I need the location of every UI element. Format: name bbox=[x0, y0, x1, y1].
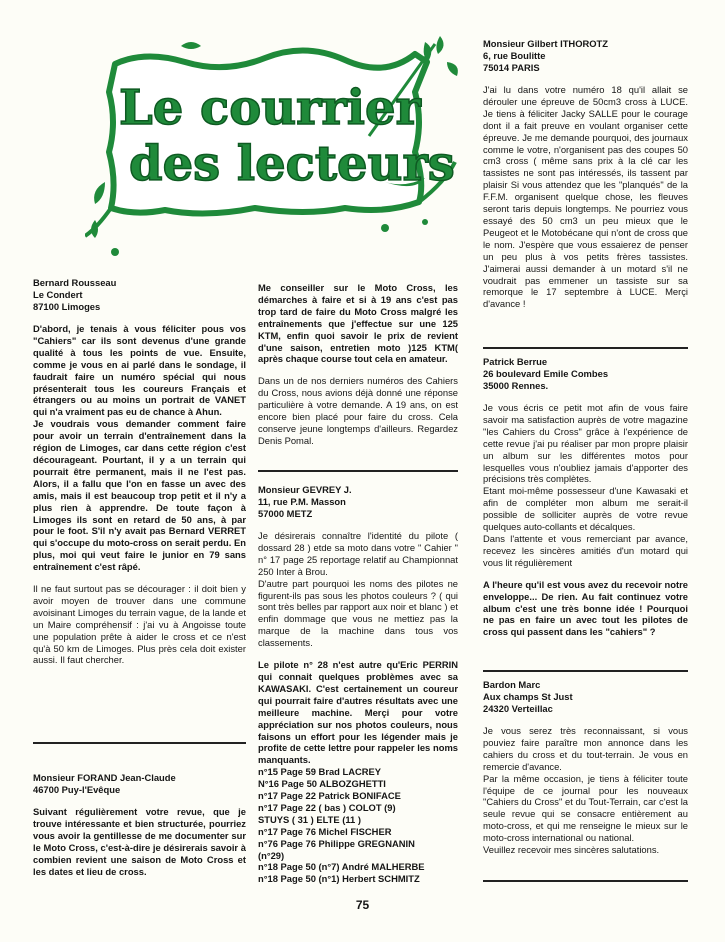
column-1-lower bbox=[33, 772, 246, 887]
list-item: n°18 Page 50 (n°1) Herbert SCHMITZ bbox=[258, 873, 420, 885]
letter-address-gevrey bbox=[258, 484, 458, 520]
list-item: n°17 Page 22 ( bas ) COLOT (9) bbox=[258, 801, 396, 813]
letter-body: Je voudrais vous demander comment faire pour avoir un terrain d'entraînement dans la région de Limoges, car dans cette région c'est décourageant. Pourtant, il y a un terrain qui pourrait être permanent, mais il ne l'est pas. Alors, il a fallu que l'on en fasse un avec des amis, mais il est beaucoup trop petit et il n'y a plus rien à apprendre. De toute façon à Limoges ils sont en retard de 50 ans, à par pour le foot. S'il n'y avait pas Bernard VERRET qui s'occupe du moto-cross on serait perdu. En plus, moi qui veut faire le junior en 79 sans entraînement c'est râpé. bbox=[33, 418, 246, 573]
divider bbox=[33, 742, 246, 744]
page-number: 75 bbox=[355, 898, 370, 912]
list-item: N°16 Page 50 ALBOZGHETTI bbox=[258, 778, 386, 790]
divider bbox=[258, 470, 458, 472]
letter-body: Je désirerais connaître l'identité du pilote ( dossard 28 ) etde sa moto dans votre " Cahier " n° 17 page 25 reportage relatif au Championnat 250 Inter à Brou. bbox=[258, 530, 458, 577]
list-item: n°76 Page 76 Philippe GREGNANIN bbox=[258, 837, 415, 849]
letter-address-ithorotz bbox=[483, 38, 688, 74]
address-line: 35000 Rennes. bbox=[483, 380, 549, 391]
address-line: 87100 Limoges bbox=[33, 301, 101, 312]
column-1 bbox=[33, 277, 246, 676]
letter-body: Je vous serez très reconnaissant, si vous pouviez faire paraître mon annonce dans les cahiers du cross et du tout-terrain. Je vous en remercie d'avance. bbox=[483, 725, 688, 772]
letter-address-berrue bbox=[483, 356, 688, 392]
divider bbox=[483, 670, 688, 672]
letter-body: Dans l'attente et vous remerciant par avance, recevez les sincères amitiés d'un motard qui vous lit régulièrement bbox=[483, 532, 688, 568]
address-line: 57000 METZ bbox=[258, 508, 313, 519]
list-item: n°17 Page 76 Michel FISCHER bbox=[258, 825, 392, 837]
column-3-lower bbox=[483, 679, 688, 866]
letter-address-bardon bbox=[483, 679, 688, 715]
letter-body: Me conseiller sur le Moto Cross, les démarches à faire et si à 19 ans c'est pas trop tard de faire du Moto Cross malgré les entraînements que j'effectue sur une 125 KTM, enfin quoi savoir le prix de revient d'une saison, entretien moto )125 KTM( après chaque course tout cela en amateur. bbox=[258, 282, 458, 365]
letter-body: Je vous écris ce petit mot afin de vous faire savoir ma satisfaction auprès de votre magazine "les Cahiers du Cross" grâce à l'expérience de cette revue j'ai pu réaliser par mon propre plaisir un album sur les différentes motos pour lesquelles vous n'oubliez jamais d'apporter des précisions très complètes. bbox=[483, 402, 688, 485]
header-title-line1: Le courrier bbox=[119, 80, 421, 136]
letter-address-forand bbox=[33, 772, 246, 796]
address-line: Patrick Berrue bbox=[483, 356, 548, 367]
address-line: Monsieur FORAND Jean-Claude bbox=[33, 772, 176, 783]
editor-reply: Dans un de nos derniers numéros des Cahiers du Cross, nous avions déjà donné une réponse particulière à votre demande. A 19 ans, on est encore bien placé pour faire du cross. Cela conserve jeune longtemps d'ailleurs. Regardez Denis Pomal. bbox=[258, 375, 458, 446]
address-line: Monsieur GEVREY J. bbox=[258, 484, 352, 495]
list-item: n°18 Page 50 (n°7) André MALHERBE bbox=[258, 861, 425, 873]
address-line: 26 boulevard Emile Combes bbox=[483, 368, 609, 379]
letter-body: D'autre part pourquoi les noms des pilotes ne figurent-ils pas sous les photos couleurs ? ( qui sont très belles par rapport aux noir et blanc ) et enfin dommage que vous ne mettiez pas la marque de la machine dans tous vos classements. bbox=[258, 577, 458, 649]
address-line: 75014 PARIS bbox=[483, 62, 540, 73]
address-line: Bardon Marc bbox=[483, 679, 541, 690]
editor-reply: Il ne faut surtout pas se décourager : il doit bien y avoir moyen de trouver dans une commune avoisinant Limoges du terrain vague, de la lande et un Maire compréhensif : j'ai vu à Angoisse toute une population prête à aider le cross et ce n'est qu'à 50 km de Limoges. Plus près cela doit exister aussi. Il faut chercher. bbox=[33, 583, 246, 666]
letter-body: Suivant régulièrement votre revue, que je trouve intéressante et bien structurée, pourriez vous avoir la gentillesse de me documenter sur le Moto Cross, c'est-à-dire je désirerais savoir à combien revient une saison de Moto Cross et les dates et lieu de cross. bbox=[33, 806, 246, 877]
letter-body: Veuillez recevoir mes sincères salutations. bbox=[483, 844, 660, 856]
list-item: n°15 Page 59 Brad LACREY bbox=[258, 766, 382, 778]
divider bbox=[483, 347, 688, 349]
list-item: (n°29) bbox=[258, 849, 285, 861]
editor-reply: A l'heure qu'il est vous avez du recevoir notre enveloppe... De rien. Au fait continuez votre album c'est une très bonne idée ! Pourquoi ne pas en faire un avec tout les pilotes de cross qui passent dans les "cahiers" ? bbox=[483, 578, 688, 638]
address-line: Le Condert bbox=[33, 289, 83, 300]
letter-body: J'ai lu dans votre numéro 18 qu'il allait se dérouler une épreuve de 50cm3 cross à LUCE. Je tiens à féliciter Jacky SALLE pour le courage dont il a fait preuve en voulant organiser cette épreuve. Je me demande pourquoi, des journaux comme le votre, n'organisent pas des coupes 50 cm3 cross ( même sans prix à la clé car les tassistes ne sont pas intéressés, ils tassent par plaisir Si vous attendez que les "planqués" de la F.F.M. organisent quelque chose, les fleuves seront taris depuis longtemps. Ne pourriez vous essayé des 50 cm3 un peu mieux que le Peugeot et le Motobécane qui n'ont de cross que le nom. J'espère que vous essaierez de penser un peu plus à vos petits frères tassistes. J'aimerai aussi demander à un motard s'il ne voudrait pas emmener un tassiste sur sa remorque le 17 septembre à LUCE. Merçi d'avance ! bbox=[483, 84, 688, 310]
list-item: n°17 Page 22 Patrick BONIFACE bbox=[258, 790, 401, 802]
letter-body: D'abord, je tenais à vous féliciter pous vos "Cahiers" car ils sont devenus d'une grande qualité à tous les points de vue. Ensuite, comme je vous en ai parlé dans le sondage, il faudrait faire un numéro spécial qui nous présenterait tous les coureurs Français et étrangers ou au moins un portrait de VANET qui n'a vraiment pas eu de chance à Ahun. bbox=[33, 323, 246, 418]
column-3 bbox=[483, 38, 688, 320]
address-line: Bernard Rousseau bbox=[33, 277, 117, 288]
editor-reply: Le pilote n° 28 n'est autre qu'Eric PERRIN qui connait quelques problèmes avec sa KAWASAKI. C'est certainement un coureur qui pourrait faire d'autres résultats avec une meilleure machine. Merçi pour votre appréciation sur nos photos couleurs, nous faisons un effort pour les légender mais je profite de cette lettre pour rappeler les noms manquants. bbox=[258, 659, 458, 766]
letter-address-rousseau bbox=[33, 277, 246, 313]
letter-body: Par la même occasion, je tiens à féliciter toute l'équipe de ce journal pour les nouveaux "Cahiers du Cross" et du Tout-Terrain, car c'est la seule revue qui se consacre entièrement au moto-cross, et qui me renseigne le mieux sur le moto-cross international ou national. bbox=[483, 772, 688, 844]
divider bbox=[483, 880, 688, 882]
address-line: 11, rue P.M. Masson bbox=[258, 496, 346, 507]
address-line: 46700 Puy-l'Evêque bbox=[33, 784, 121, 795]
address-line: 6, rue Boulitte bbox=[483, 50, 546, 61]
section-header-logo bbox=[85, 32, 465, 258]
column-3-middle bbox=[483, 356, 688, 648]
address-line: Monsieur Gilbert ITHOROTZ bbox=[483, 38, 609, 49]
address-line: Aux champs St Just bbox=[483, 691, 573, 702]
column-2-lower bbox=[258, 484, 458, 885]
missing-names-list bbox=[258, 766, 458, 885]
address-line: 24320 Verteillac bbox=[483, 703, 553, 714]
column-2 bbox=[258, 282, 458, 457]
list-item: STUYS ( 31 ) ELTE (11 ) bbox=[258, 813, 361, 825]
letter-body: Etant moi-même possesseur d'une Kawasaki et afin de compléter mon album me serait-il possible de solliciter auprès de votre revue quelques auto-collants et décalques. bbox=[483, 485, 688, 533]
header-title-line2: des lecteurs bbox=[129, 136, 455, 192]
